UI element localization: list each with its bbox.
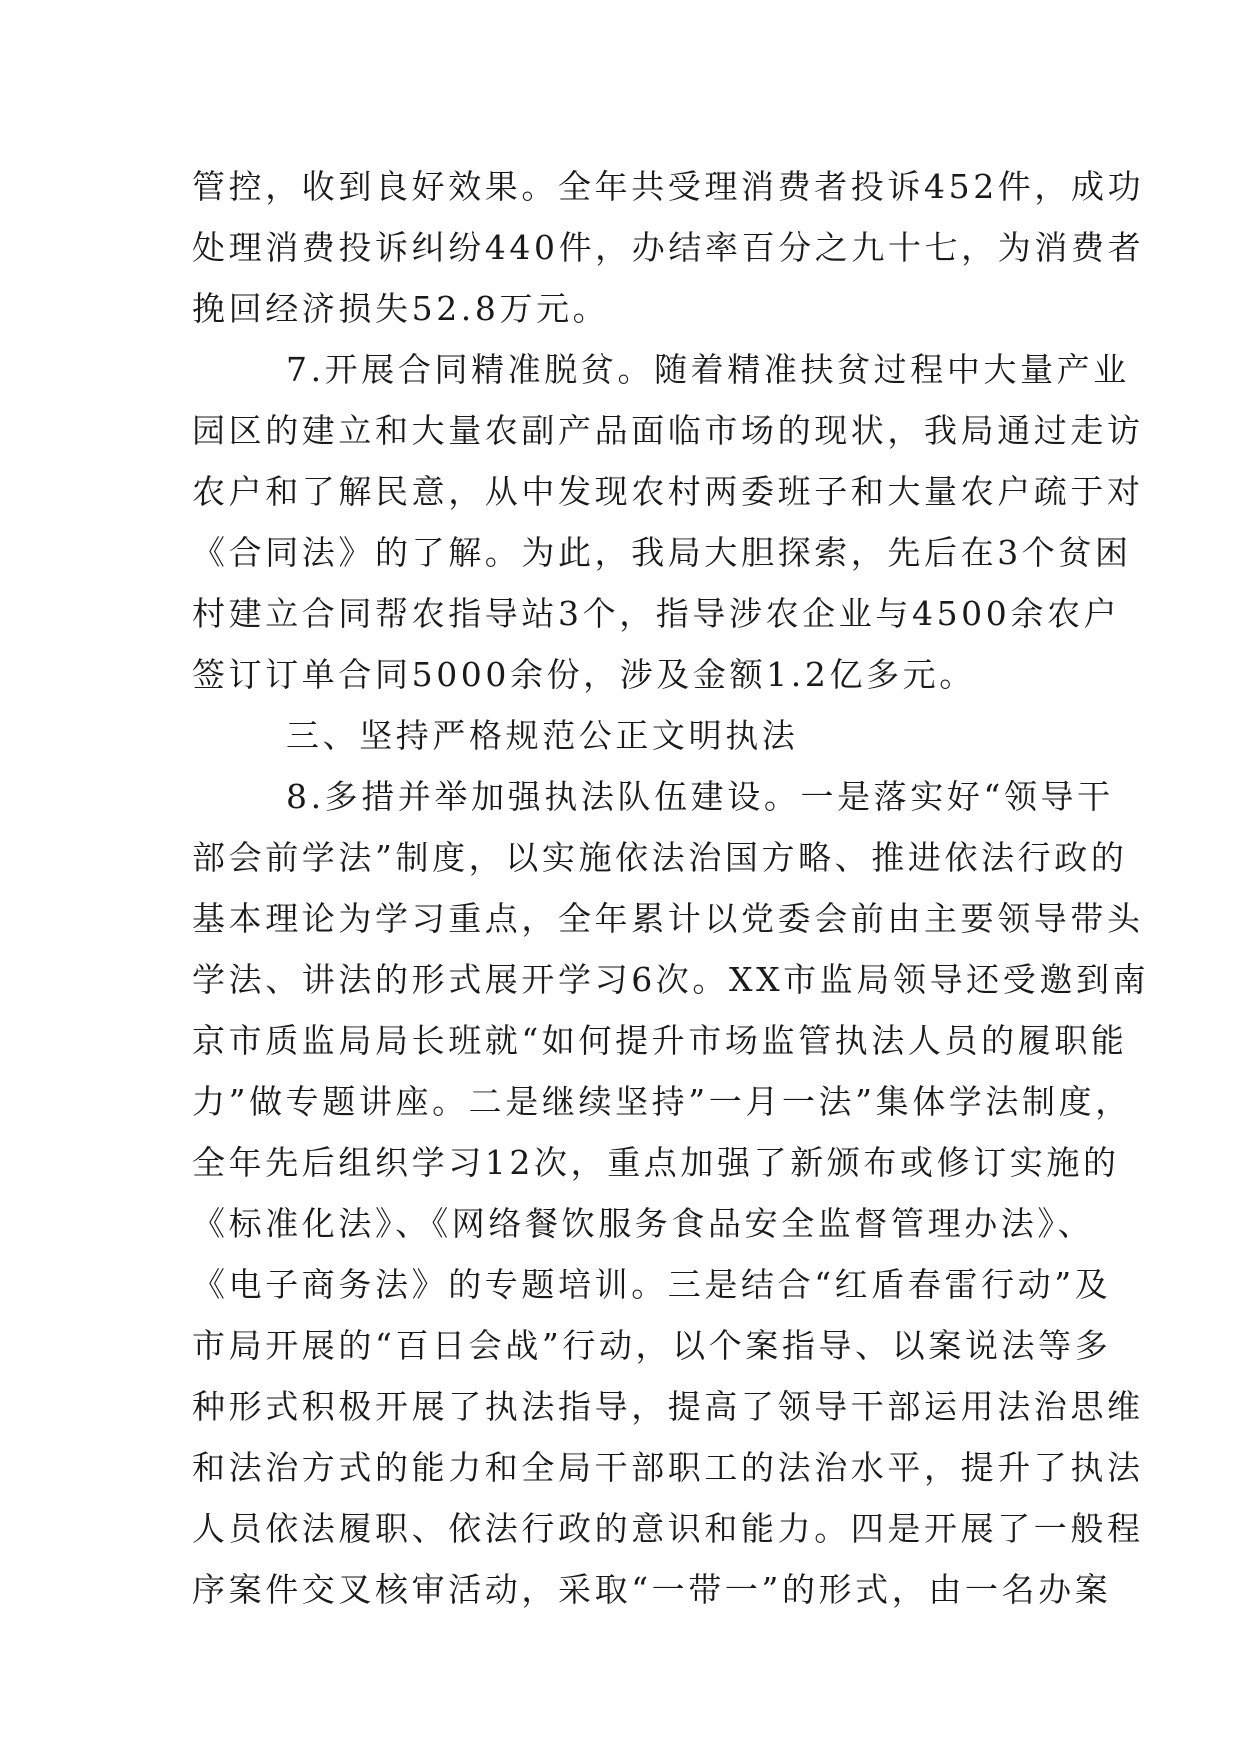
text-line: 管控，收到良好效果。全年共受理消费者投诉452件，成功 — [192, 167, 1145, 206]
text-line: 基本理论为学习重点，全年累计以党委会前由主要领导带头 — [192, 899, 1144, 938]
text-line: 农户和了解民意，从中发现农村两委班子和大量农户疏于对 — [192, 472, 1144, 511]
text-line: 京市质监局局长班就“如何提升市场监管执法人员的履职能 — [192, 1021, 1128, 1060]
text-line: 全年先后组织学习12次，重点加强了新颁布或修订实施的 — [192, 1143, 1120, 1182]
text-line: 《合同法》的了解。为此，我局大胆探索，先后在3个贫困 — [192, 533, 1132, 572]
text-line: 村建立合同帮农指导站3个，指导涉农企业与4500余农户 — [192, 594, 1121, 633]
section-8-heading-line: 8.多措并举加强执法队伍建设。一是落实好“领导干 — [286, 777, 1114, 816]
text-line: 序案件交叉核审活动，采取“一带一”的形式，由一名办案 — [192, 1570, 1112, 1609]
section-7-heading-line: 7.开展合同精准脱贫。随着精准扶贫过程中大量产业 — [286, 350, 1130, 389]
text-line: 人员依法履职、依法行政的意识和能力。四是开展了一般程 — [192, 1509, 1144, 1548]
text-line: 处理消费投诉纠纷440件，办结率百分之九十七，为消费者 — [192, 228, 1145, 267]
text-line: 种形式积极开展了执法指导，提高了领导干部运用法治思维 — [192, 1387, 1144, 1426]
text-line: 市局开展的“百日会战”行动，以个案指导、以案说法等多 — [192, 1326, 1112, 1365]
text-line: 部会前学法”制度，以实施依法治国方略、推进依法行政的 — [192, 838, 1128, 877]
text-line: 《电子商务法》的专题培训。三是结合“红盾春雷行动”及 — [192, 1265, 1112, 1304]
text-line: 《标准化法》、《网络餐饮服务食品安全监督管理办法》、 — [192, 1204, 1095, 1243]
text-line: 和法治方式的能力和全局干部职工的法治水平，提升了执法 — [192, 1448, 1144, 1487]
section-heading: 三、坚持严格规范公正文明执法 — [286, 716, 799, 755]
document-body — [192, 156, 1150, 1620]
text-line: 签订订单合同5000余份，涉及金额1.2亿多元。 — [192, 655, 976, 694]
text-line: 园区的建立和大量农副产品面临市场的现状，我局通过走访 — [192, 411, 1144, 450]
text-line: 学法、讲法的形式展开学习6次。XX市监局领导还受邀到南 — [192, 960, 1150, 999]
text-line: 力”做专题讲座。二是继续坚持”一月一法”集体学法制度， — [192, 1082, 1132, 1121]
text-line: 挽回经济损失52.8万元。 — [192, 289, 610, 328]
